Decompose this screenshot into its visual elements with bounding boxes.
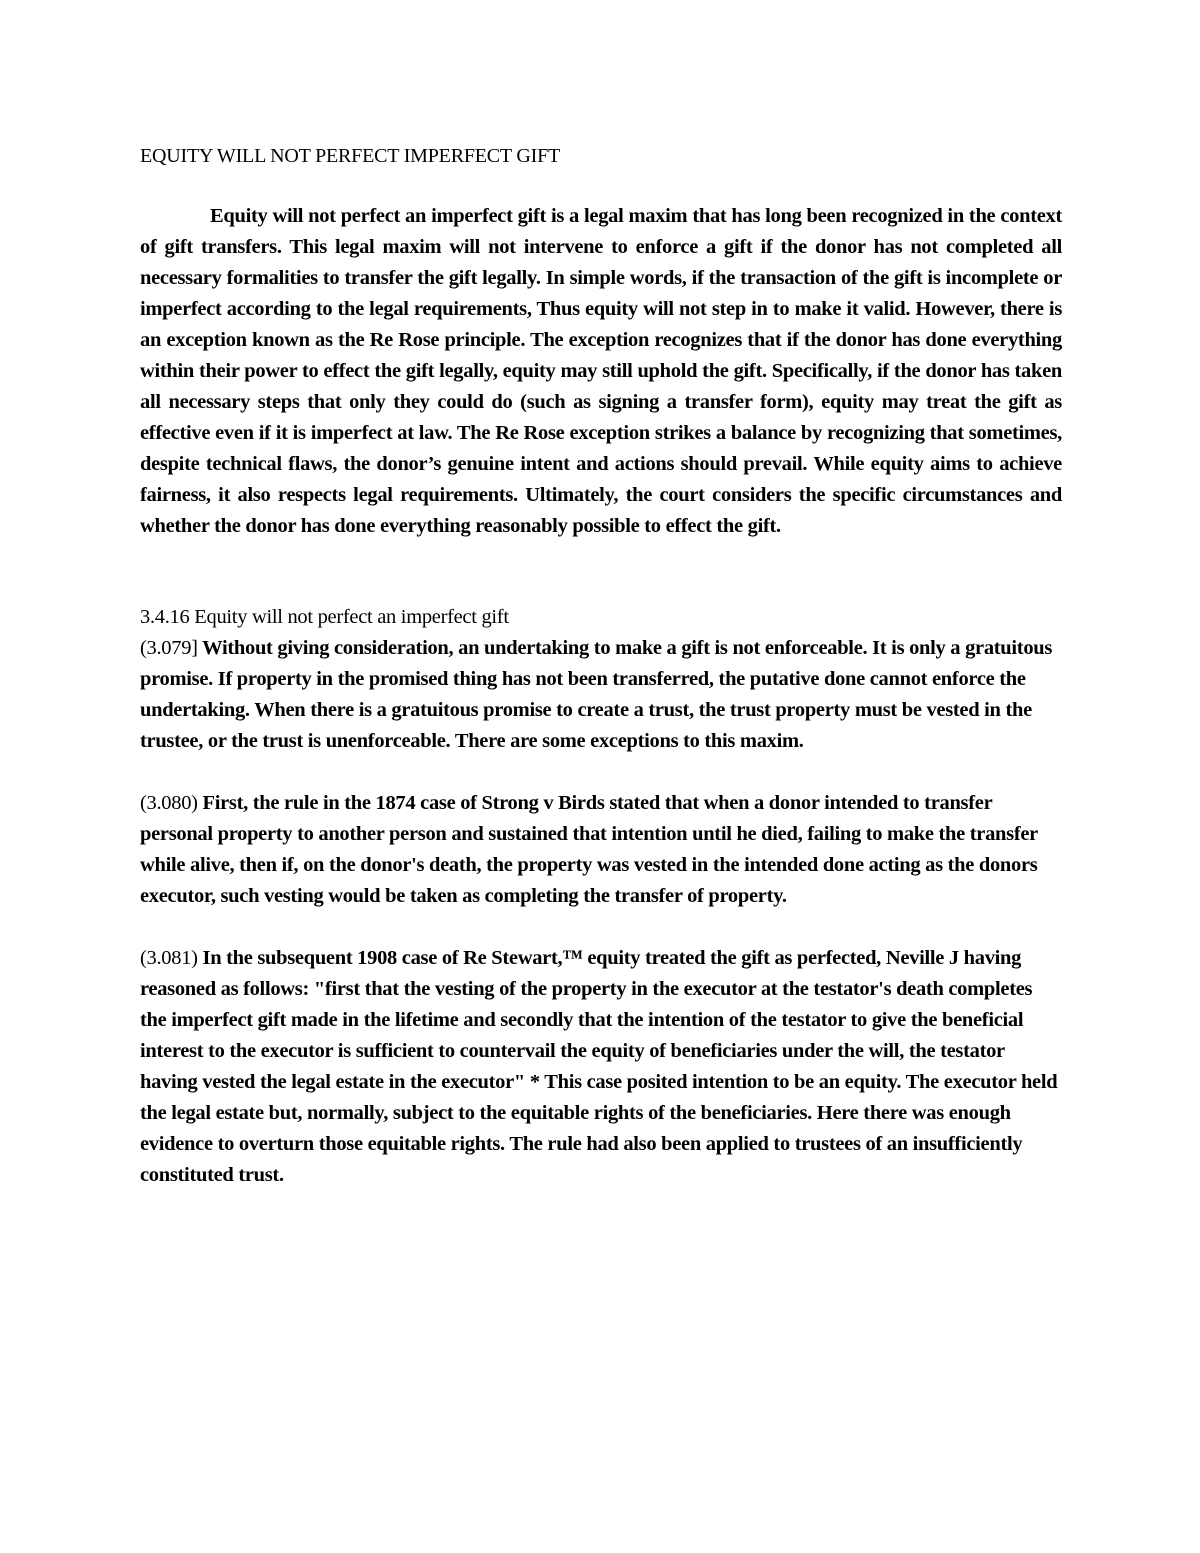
paragraph-number: (3.080) (140, 792, 198, 814)
paragraph-gap (140, 757, 1062, 788)
paragraph-3-080 (140, 788, 1062, 912)
intro-paragraph: Equity will not perfect an imperfect gift is a legal maxim that has long been recognized in the context of gift transfers. This legal maxim will not intervene to enforce a gift if the donor has not completed all necessary formalities to transfer the gift legally. In simple words, if the transaction of the gift is incomplete or imperfect according to the legal requirements, Thus equity will not step in to make it valid. However, there is an exception known as the Re Rose principle. The exception recognizes that if the donor has done everything within their power to effect the gift legally, equity may still uphold the gift. Specifically, if the donor has taken all necessary steps that only they could do (such as signing a transfer form), equity may treat the gift as effective even if it is imperfect at law. The Re Rose exception strikes a balance by recognizing that sometimes, despite technical flaws, the donor’s genuine intent and actions should prevail. While equity aims to achieve fairness, it also respects legal requirements. Ultimately, the court considers the specific circumstances and whether the donor has done everything reasonably possible to effect the gift. (140, 205, 1062, 537)
paragraph-text: First, the rule in the 1874 case of Strong v Birds stated that when a donor intended to transfer personal property to another person and sustained that intention until he died, failing to make the transfer while alive, then if, on the donor's death, the property was vested in the intended done acting as the donors executor, such vesting would be taken as completing the transfer of property. (140, 792, 1038, 907)
paragraph-number: (3.081) (140, 947, 198, 969)
paragraph-3-081 (140, 943, 1062, 1191)
paragraph-gap (140, 912, 1062, 943)
paragraph-text: In the subsequent 1908 case of Re Stewart,™ equity treated the gift as perfected, Neville J having reasoned as follows: "first that the vesting of the property in the executor at the testator's death completes the imperfect gift made in the lifetime and secondly that the intention of the testator to give the beneficial interest to the executor is sufficient to countervail the equity of beneficiaries under the will, the testator having vested the legal estate in the executor" * This case posited intention to be an equity. The executor held the legal estate but, normally, subject to the equitable rights of the beneficiaries. Here there was enough evidence to overturn those equitable rights. The rule had also been applied to trustees of an insufficiently constituted trust. (140, 947, 1058, 1186)
section-heading: 3.4.16 Equity will not perfect an imperfect gift (140, 606, 509, 628)
paragraph-number: (3.079] (140, 637, 198, 659)
document-body (140, 141, 1062, 1191)
document-title: EQUITY WILL NOT PERFECT IMPERFECT GIFT (140, 145, 561, 167)
paragraph-3-079 (140, 633, 1062, 757)
paragraph-text: Without giving consideration, an undertaking to make a gift is not enforceable. It is only a gratuitous promise. If property in the promised thing has not been transferred, the putative done cannot enforce the undertaking. When there is a gratuitous promise to create a trust, the trust property must be vested in the trustee, or the trust is unenforceable. There are some exceptions to this maxim. (140, 637, 1053, 752)
